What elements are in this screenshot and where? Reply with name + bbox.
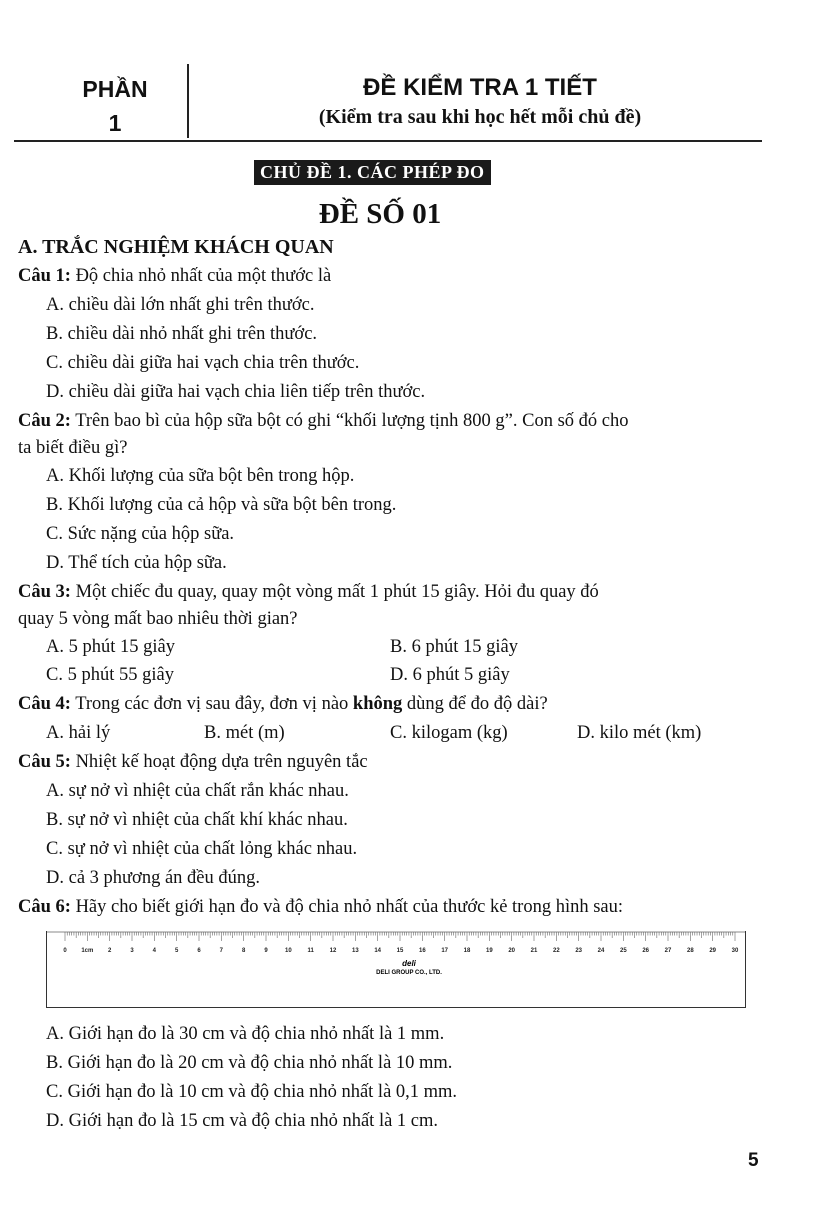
ruler-number: 20 [508, 948, 516, 954]
ruler-number: 26 [642, 948, 650, 954]
q5-option-d: D. cả 3 phương án đều đúng. [46, 868, 261, 888]
question-label: Câu 1: [18, 266, 71, 286]
ruler-number: 10 [284, 948, 292, 954]
question-3 [18, 582, 599, 603]
ruler-number: 25 [619, 948, 627, 954]
ruler-number: 8 [241, 948, 246, 954]
q2-option-c: C. Sức nặng của hộp sữa. [46, 524, 235, 544]
ruler-number: 17 [441, 948, 449, 954]
q1-option-b: B. chiều dài nhỏ nhất ghi trên thước. [46, 324, 318, 344]
ruler-number: 16 [418, 948, 426, 954]
ruler-number: 9 [264, 948, 268, 954]
question-text: Độ chia nhỏ nhất của một thước là [70, 266, 332, 286]
ruler-figure [46, 931, 746, 1008]
part-label-text: PHẦN [82, 76, 148, 102]
ruler-company: DELI GROUP CO., LTD. [376, 970, 442, 976]
q4-option-a: A. hải lý [46, 723, 111, 743]
question-emphasis: không [352, 694, 403, 714]
question-text: Một chiếc đu quay, quay một vòng mất 1 phút 15 giây. Hỏi đu quay đó [70, 582, 599, 602]
question-text: Trên bao bì của hộp sữa bột có ghi “khối lượng tịnh 800 g”. Con số đó cho [70, 411, 629, 431]
q4-option-d: D. kilo mét (km) [577, 723, 702, 743]
question-5 [18, 752, 368, 773]
page-number: 5 [748, 1150, 759, 1171]
q6-option-a: A. Giới hạn đo là 30 cm và độ chia nhỏ nhất là 1 mm. [46, 1024, 445, 1044]
ruler-number: 5 [174, 948, 179, 954]
question-1 [18, 266, 331, 287]
ruler-number: 2 [107, 948, 112, 954]
question-label: Câu 6: [18, 897, 71, 917]
question-6 [18, 897, 623, 918]
topic-banner: CHỦ ĐỀ 1. CÁC PHÉP ĐO [254, 160, 491, 185]
question-text: Hãy cho biết giới hạn đo và độ chia nhỏ nhất của thước kẻ trong hình sau: [70, 897, 624, 917]
ruler-number: 23 [575, 948, 583, 954]
ruler-number: 30 [731, 948, 739, 954]
ruler-number: 6 [197, 948, 201, 954]
q2-option-a: A. Khối lượng của sữa bột bên trong hộp. [46, 466, 355, 486]
ruler-number: 21 [530, 948, 538, 954]
q1-option-a: A. chiều dài lớn nhất ghi trên thước. [46, 295, 315, 315]
ruler-number: 27 [664, 948, 672, 954]
header-divider-vertical [187, 64, 189, 138]
q4-option-c: C. kilogam (kg) [390, 723, 508, 743]
page-subtitle: (Kiểm tra sau khi học hết mỗi chủ đề) [318, 106, 642, 128]
question-4 [18, 694, 548, 715]
q6-option-b: B. Giới hạn đo là 20 cm và độ chia nhỏ nhất là 10 mm. [46, 1053, 453, 1073]
q5-option-b: B. sự nở vì nhiệt của chất khí khác nhau. [46, 810, 348, 830]
question-3-cont: quay 5 vòng mất bao nhiêu thời gian? [18, 609, 298, 629]
part-label [60, 72, 170, 140]
q2-option-b: B. Khối lượng của cả hộp và sữa bột bên trong. [46, 495, 397, 515]
q1-option-d: D. chiều dài giữa hai vạch chia liên tiếp trên thước. [46, 382, 426, 402]
q2-option-d: D. Thể tích của hộp sữa. [46, 553, 227, 573]
question-text: Trong các đơn vị sau đây, đơn vị nào [70, 694, 353, 714]
ruler-brand: deli [402, 959, 416, 968]
q6-option-d: D. Giới hạn đo là 15 cm và độ chia nhỏ nhất là 1 cm. [46, 1111, 439, 1131]
q5-option-c: C. sự nở vì nhiệt của chất lỏng khác nhau. [46, 839, 358, 859]
question-2-cont: ta biết điều gì? [18, 438, 128, 458]
question-label: Câu 2: [18, 411, 71, 431]
ruler-number: 11 [307, 948, 314, 954]
ruler-number: 4 [152, 948, 157, 954]
ruler-number: 22 [552, 948, 560, 954]
ruler-number: 3 [130, 948, 134, 954]
q3-option-b: B. 6 phút 15 giây [390, 637, 518, 657]
exam-title: ĐỀ SỐ 01 [318, 198, 442, 230]
q6-option-c: C. Giới hạn đo là 10 cm và độ chia nhỏ nhất là 0,1 mm. [46, 1082, 458, 1102]
ruler-number: 1cm [81, 948, 94, 954]
ruler-number: 19 [485, 948, 493, 954]
ruler-number: 24 [597, 948, 605, 954]
ruler-number: 13 [351, 948, 359, 954]
section-title: A. TRẮC NGHIỆM KHÁCH QUAN [18, 236, 334, 258]
ruler-number: 18 [463, 948, 471, 954]
question-text: Nhiệt kế hoạt động dựa trên nguyên tắc [70, 752, 368, 772]
question-label: Câu 3: [18, 582, 71, 602]
header-divider-horizontal [14, 140, 762, 142]
q5-option-a: A. sự nở vì nhiệt của chất rắn khác nhau. [46, 781, 349, 801]
ruler-number: 14 [374, 948, 382, 954]
ruler-number: 15 [396, 948, 404, 954]
ruler-svg [47, 931, 745, 1007]
ruler-number: 28 [686, 948, 694, 954]
question-label: Câu 4: [18, 694, 71, 714]
question-text-end: dùng để đo độ dài? [402, 694, 548, 714]
ruler-number: 0 [63, 948, 67, 954]
q3-option-d: D. 6 phút 5 giây [390, 665, 510, 685]
q4-option-b: B. mét (m) [204, 723, 285, 743]
part-number: 1 [108, 110, 122, 136]
question-2 [18, 411, 629, 432]
question-label: Câu 5: [18, 752, 71, 772]
q1-option-c: C. chiều dài giữa hai vạch chia trên thước. [46, 353, 360, 373]
q3-option-a: A. 5 phút 15 giây [46, 637, 175, 657]
ruler-number: 29 [709, 948, 717, 954]
ruler-number: 7 [219, 948, 224, 954]
q3-option-c: C. 5 phút 55 giây [46, 665, 174, 685]
page-title: ĐỀ KIỂM TRA 1 TIẾT [363, 74, 597, 101]
ruler-number: 12 [329, 948, 337, 954]
